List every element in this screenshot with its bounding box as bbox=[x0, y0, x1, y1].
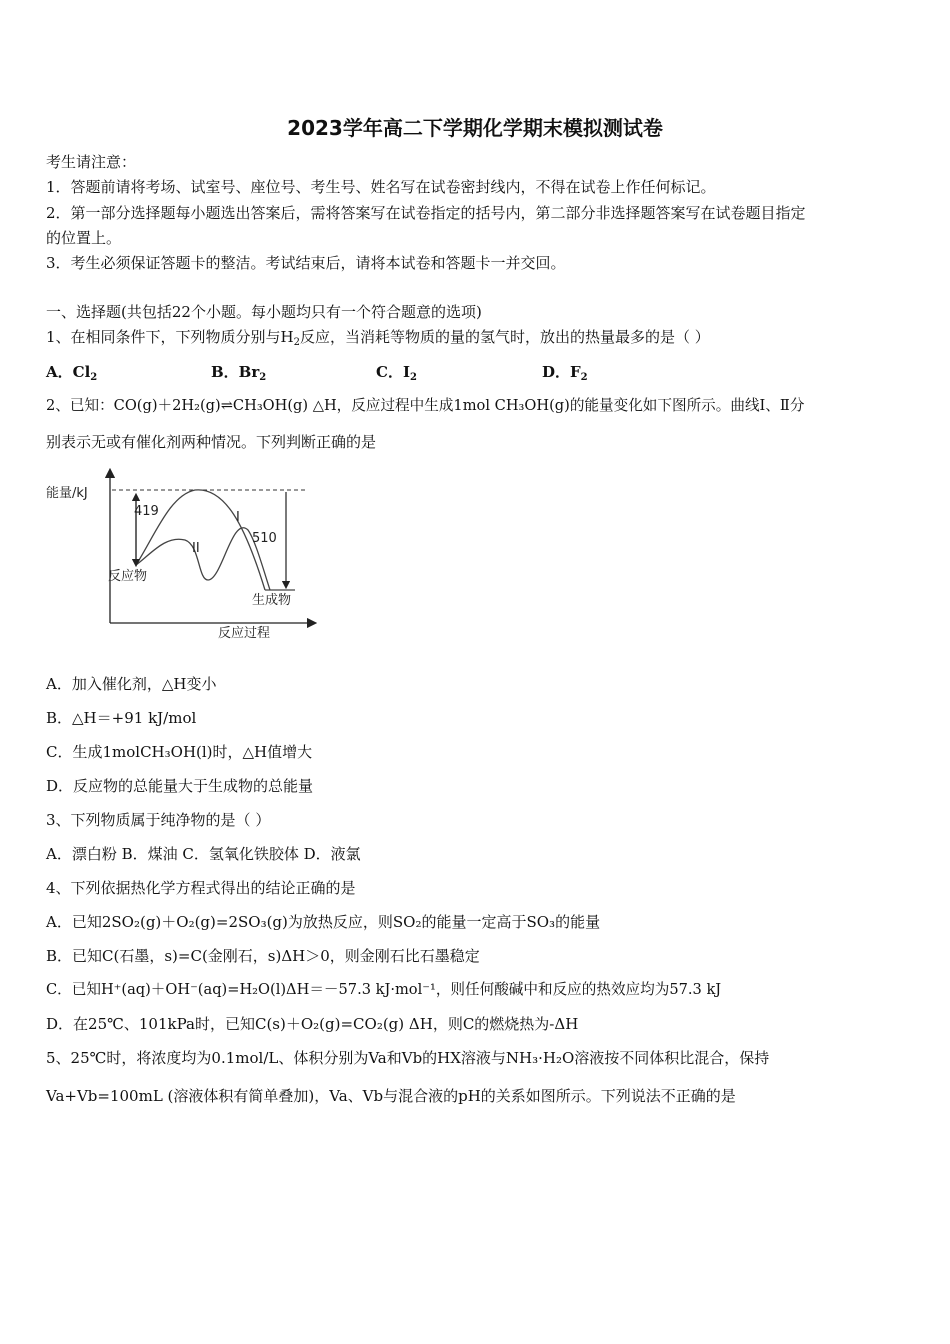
q1-stem-part: 1、在相同条件下，下列物质分别与H bbox=[46, 328, 294, 346]
question-3-stem: 3、下列物质属于纯净物的是（ ） bbox=[46, 811, 271, 829]
q1-stem-sub: 2 bbox=[293, 337, 301, 348]
x-axis-label: 反应过程 bbox=[218, 626, 271, 641]
q4-option-b: B．已知C(石墨，s)=C(金刚石，s)ΔH＞0，则金刚石比石墨稳定 bbox=[46, 947, 480, 965]
q2-option-a: A．加入催化剂，△H变小 bbox=[46, 675, 217, 693]
q1-option-a: A．$Cl_2$ bbox=[46, 363, 98, 383]
question-3-options: A．漂白粉 B．煤油 C．氢氧化铁胶体 D．液氯 bbox=[46, 845, 361, 863]
energy-diagram bbox=[40, 465, 330, 645]
page-title: 2023学年高二下学期化学期末模拟测试卷 bbox=[287, 116, 663, 140]
curve-i-label: I bbox=[236, 510, 240, 525]
product-label: 生成物 bbox=[252, 593, 292, 608]
question-5-line2: Va+Vb=100mL (溶液体积有简单叠加)，Va、Vb与混合液的pH的关系如图所示。下列说法不正确的是 bbox=[46, 1087, 736, 1105]
q1-stem-rest: 反应，当消耗等物质的量的氢气时，放出的热量最多的是（ ） bbox=[300, 328, 710, 346]
q1-option-b: B．$Br_2$ bbox=[211, 363, 267, 383]
q1-option-c: C．$I_2$ bbox=[376, 363, 417, 383]
notice-item-2-cont: 的位置上。 bbox=[46, 229, 122, 247]
question-2-stem-line2: 别表示无或有催化剂两种情况。下列判断正确的是 bbox=[46, 433, 377, 451]
q2-option-d: D．反应物的总能量大于生成物的总能量 bbox=[46, 777, 314, 795]
question-4-stem: 4、下列依据热化学方程式得出的结论正确的是 bbox=[46, 879, 356, 897]
question-1-stem bbox=[46, 327, 906, 353]
notice-heading: 考生请注意： bbox=[46, 153, 137, 171]
notice-item-2: 2．第一部分选择题每小题选出答案后，需将答案写在试卷指定的括号内，第二部分非选择题答案写在试卷题目指定 bbox=[46, 204, 806, 222]
notice-item-3: 3．考生必须保证答题卡的整洁。考试结束后，请将本试卷和答题卡一并交回。 bbox=[46, 254, 566, 272]
reactant-label: 反应物 bbox=[108, 569, 148, 584]
curve-ii-label: II bbox=[192, 541, 200, 556]
question-5-line1: 5、25℃时，将浓度均为0.1mol/L、体积分别为Va和Vb的HX溶液与NH₃·H₂O溶液按不同体积比混合，保持 bbox=[46, 1049, 770, 1067]
q2-option-c: C．生成1molCH₃OH(l)时，△H值增大 bbox=[46, 743, 313, 761]
ea-value-label: 419 bbox=[134, 504, 159, 519]
q4-option-a: A．已知2SO₂(g)＋O₂(g)=2SO₃(g)为放热反应，则SO₂的能量一定高于SO₃的能量 bbox=[46, 913, 601, 931]
y-axis-label: 能量/kJ bbox=[46, 486, 88, 501]
section-heading: 一、选择题(共包括22个小题。每小题均只有一个符合题意的选项) bbox=[46, 303, 482, 321]
notice-item-1: 1．答题前请将考场、试室号、座位号、考生号、姓名写在试卷密封线内，不得在试卷上作任何标记。 bbox=[46, 178, 716, 196]
q2-option-b: B．△H＝+91 kJ/mol bbox=[46, 709, 197, 727]
q4-option-d: D．在25℃、101kPa时，已知C(s)＋O₂(g)=CO₂(g) ΔH，则C的燃烧热为-ΔH bbox=[46, 1015, 579, 1033]
q4-option-c: C．已知H⁺(aq)＋OH⁻(aq)=H₂O(l)ΔH＝－57.3 kJ·mol⁻¹，则任何酸碱中和反应的热效应均为57.3 kJ bbox=[46, 981, 722, 998]
question-2-stem-line1: 2、已知：CO(g)＋2H₂(g)⇌CH₃OH(g) △H，反应过程中生成1mol CH₃OH(g)的能量变化如下图所示。曲线Ⅰ、Ⅱ分 bbox=[46, 397, 805, 414]
q1-option-d: D．$F_2$ bbox=[542, 363, 588, 383]
curve-ii bbox=[136, 528, 270, 590]
release-value-label: 510 bbox=[252, 531, 277, 546]
